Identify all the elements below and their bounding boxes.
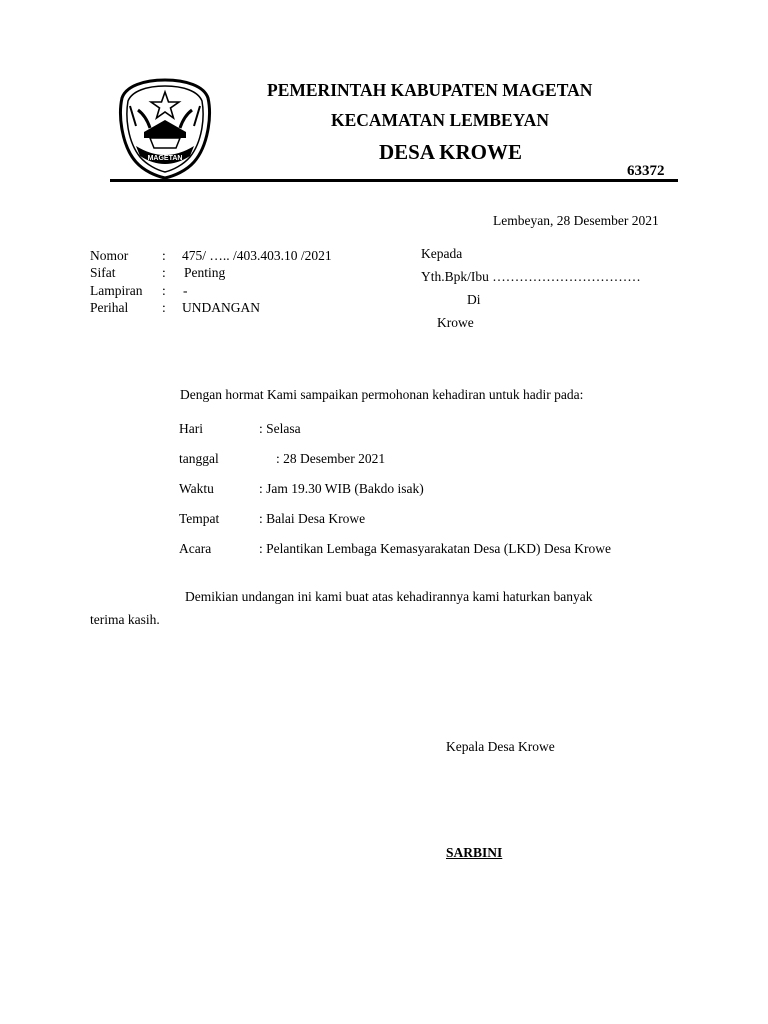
place-date: Lembeyan, 28 Desember 2021 — [493, 213, 659, 228]
detail-label-tempat: Tempat — [179, 511, 220, 526]
signature-title: Kepala Desa Krowe — [446, 739, 555, 754]
meta-label-nomor: Nomor — [90, 248, 129, 263]
svg-text:MAGETAN: MAGETAN — [147, 155, 183, 162]
detail-label-tanggal: tanggal — [179, 451, 219, 466]
meta-label-perihal: Perihal — [90, 300, 129, 315]
header-line-2: KECAMATAN LEMBEYAN — [331, 110, 549, 130]
letterhead-rule — [110, 179, 678, 182]
header-line-3: DESA KROWE — [379, 140, 522, 164]
meta-sep: : — [162, 300, 166, 315]
detail-label-acara: Acara — [179, 541, 212, 556]
closing-paragraph-line-2: terima kasih. — [90, 612, 160, 627]
meta-sep: : — [162, 248, 166, 263]
meta-value-lampiran: - — [183, 283, 188, 298]
postal-code: 63372 — [627, 163, 665, 179]
detail-label-hari: Hari — [179, 421, 203, 436]
recipient-to: Kepada — [421, 246, 463, 261]
recipient-place: Krowe — [437, 315, 474, 330]
signature-name: SARBINI — [446, 845, 503, 860]
detail-label-waktu: Waktu — [179, 481, 214, 496]
opening-paragraph: Dengan hormat Kami sampaikan permohonan kehadiran untuk hadir pada: — [180, 387, 584, 402]
magetan-coat-of-arms-logo — [116, 76, 214, 180]
closing-paragraph-line-1: Demikian undangan ini kami buat atas kehadirannya kami haturkan banyak — [185, 589, 593, 604]
recipient-di: Di — [467, 292, 481, 307]
detail-value-hari: : Selasa — [259, 421, 301, 436]
header-line-1: PEMERINTAH KABUPATEN MAGETAN — [267, 80, 593, 100]
meta-sep: : — [162, 265, 166, 280]
detail-value-tempat: : Balai Desa Krowe — [259, 511, 366, 526]
meta-sep: : — [162, 283, 166, 298]
detail-value-tanggal: : 28 Desember 2021 — [276, 451, 386, 466]
meta-value-nomor: 475/ ….. /403.403.10 /2021 — [182, 248, 332, 263]
meta-value-sifat: Penting — [184, 265, 226, 280]
recipient-name: Yth.Bpk/Ibu …………………………… — [421, 269, 641, 284]
meta-value-perihal: UNDANGAN — [182, 300, 260, 315]
meta-label-sifat: Sifat — [90, 265, 116, 280]
meta-label-lampiran: Lampiran — [90, 283, 143, 298]
detail-value-acara: : Pelantikan Lembaga Kemasyarakatan Desa (LKD) Desa Krowe — [259, 541, 611, 556]
detail-value-waktu: : Jam 19.30 WIB (Bakdo isak) — [259, 481, 424, 496]
